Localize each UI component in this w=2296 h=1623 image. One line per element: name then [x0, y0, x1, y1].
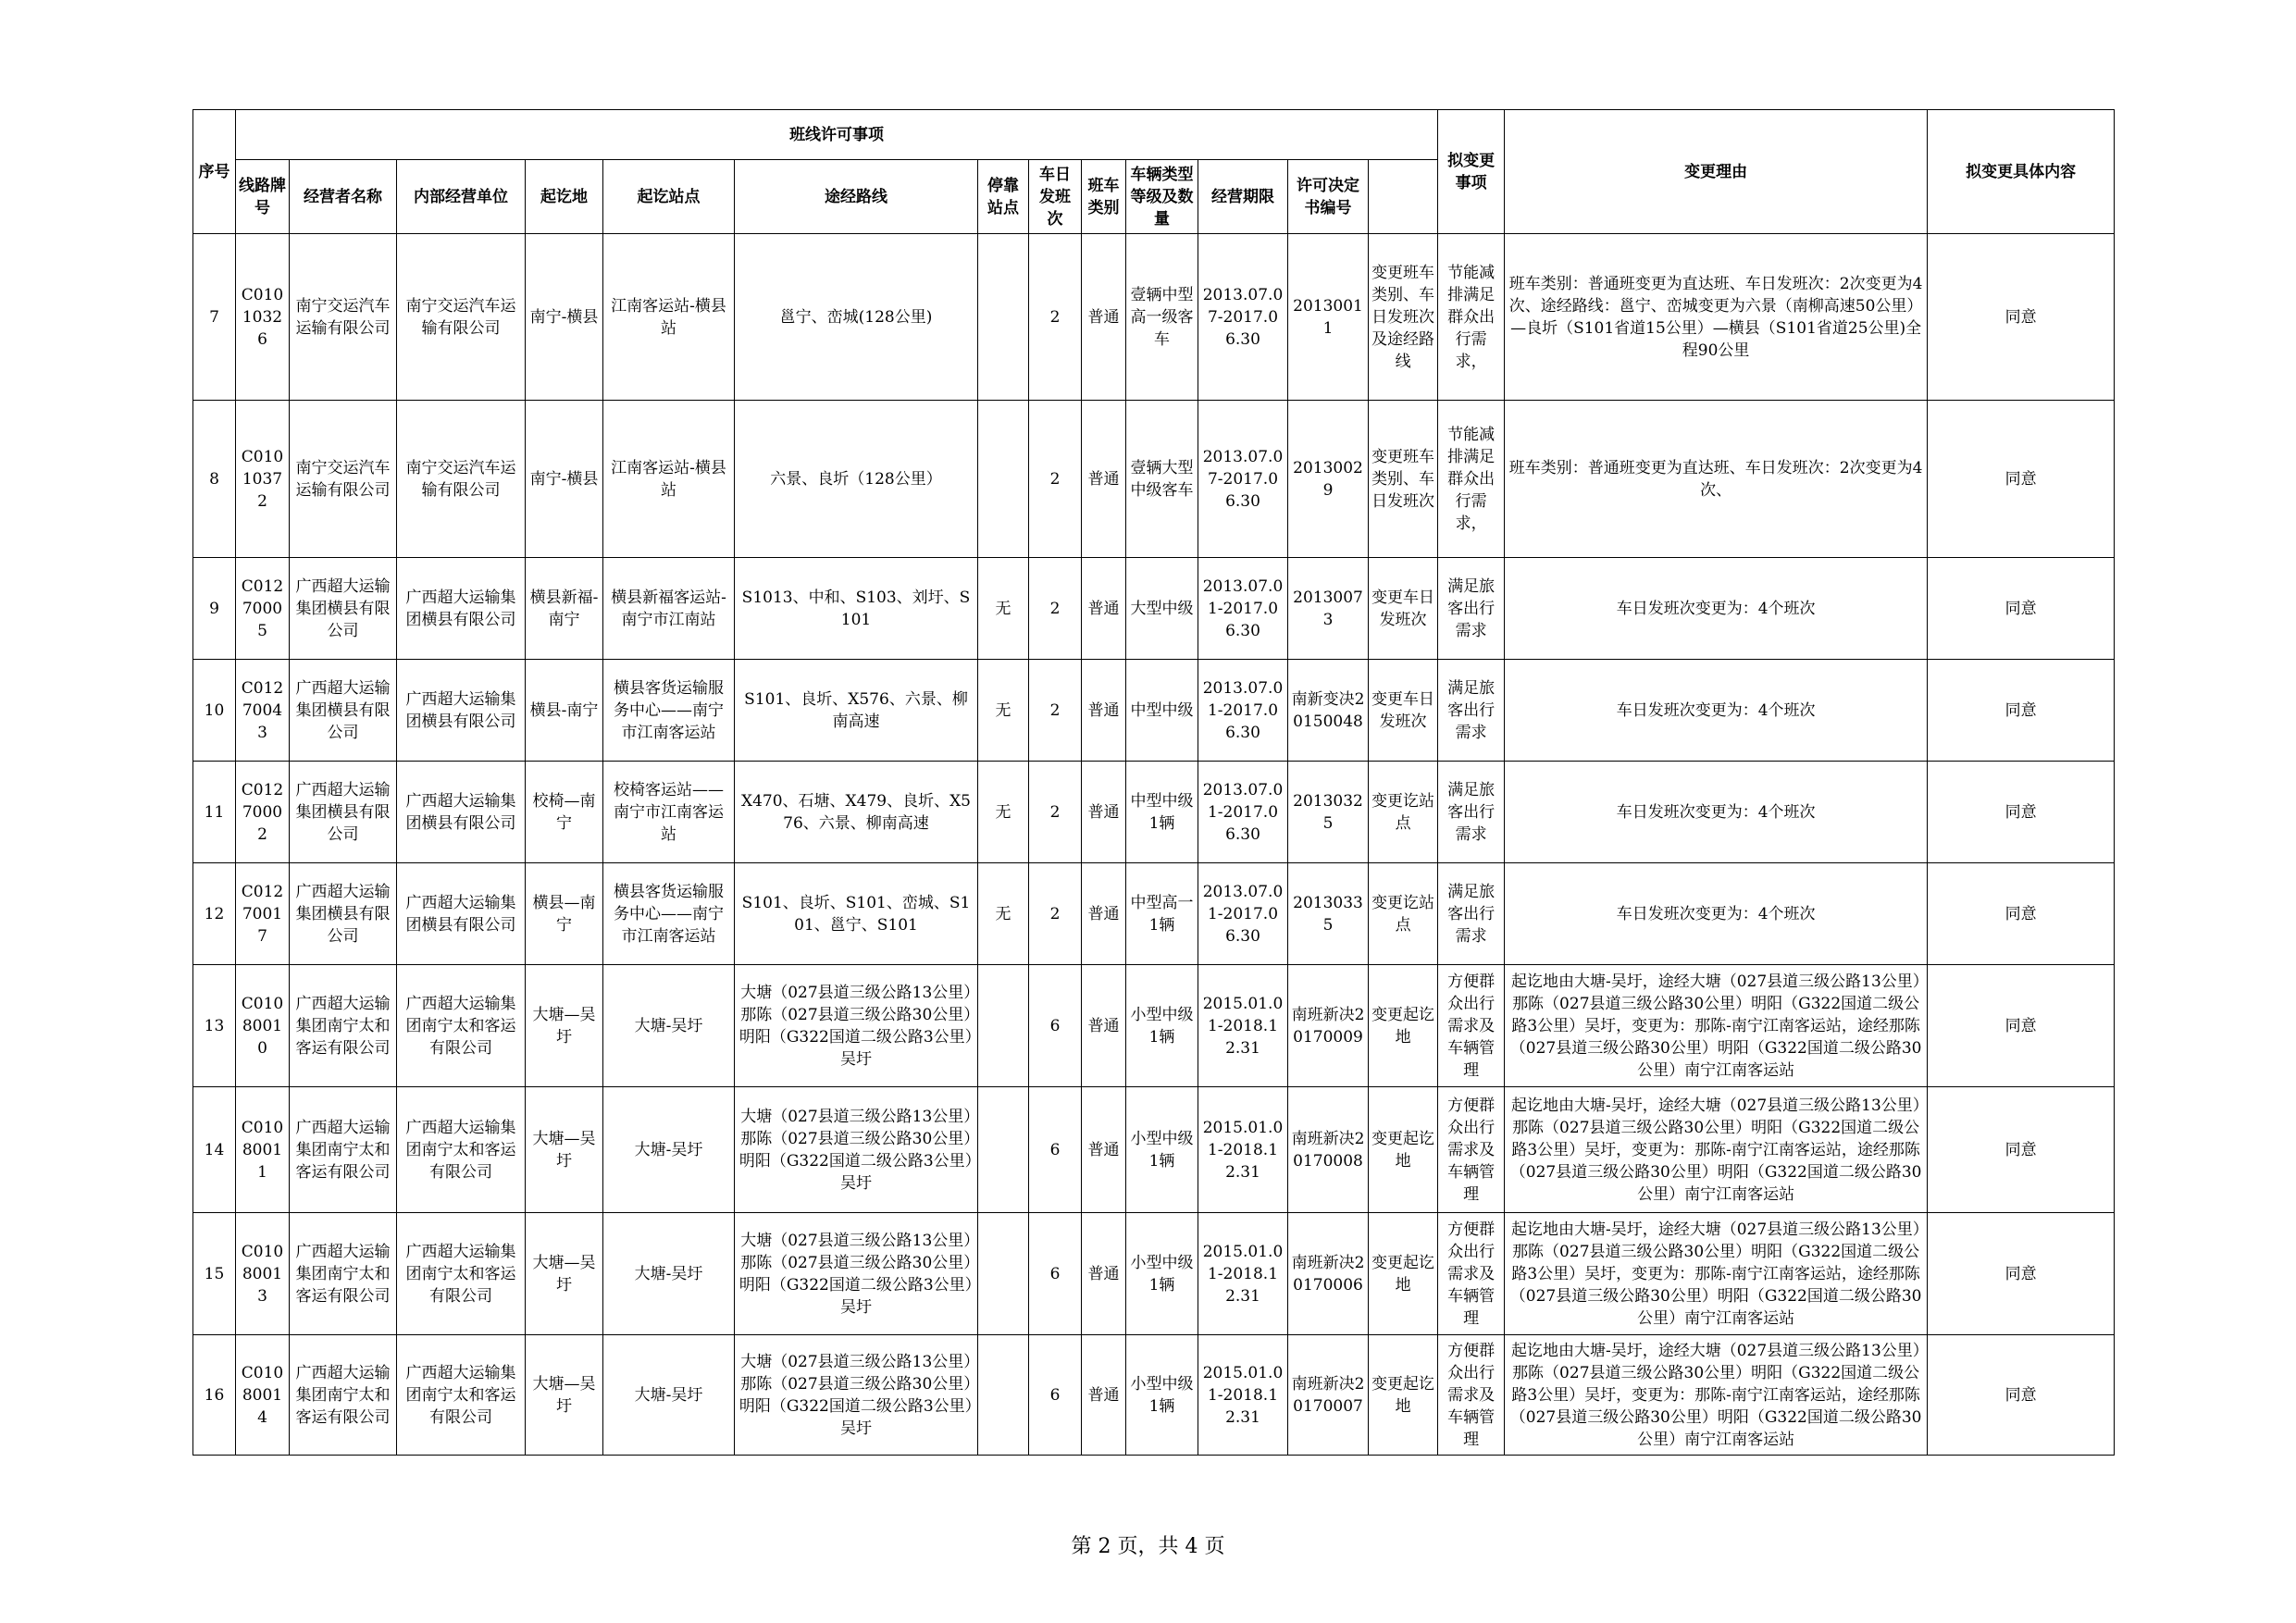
cell-stations: 校椅客运站——南宁市江南客运站 — [603, 762, 735, 863]
cell-line-no: C01080010 — [236, 965, 290, 1087]
header-origin: 起讫地 — [526, 160, 603, 234]
header-seq: 序号 — [193, 110, 236, 234]
cell-route: 大塘（027县道三级公路13公里）那陈（027县道三级公路30公里）明阳（G322国道二级公路3公里）吴圩 — [735, 965, 978, 1087]
cell-reason: 节能减排满足群众出行需求， — [1438, 401, 1505, 558]
cell-operator: 南宁交运汽车运输有限公司 — [290, 401, 397, 558]
cell-permit: 南班新决20170006 — [1288, 1213, 1369, 1335]
cell-seq: 9 — [193, 558, 236, 660]
cell-stations: 横县新福客运站-南宁市江南站 — [603, 558, 735, 660]
cell-origin: 南宁-横县 — [526, 234, 603, 401]
cell-line-no: C01010326 — [236, 234, 290, 401]
cell-stops: 无 — [978, 558, 1029, 660]
cell-origin: 大塘—吴圩 — [526, 1213, 603, 1335]
cell-vehicle: 壹辆中型高一级客车 — [1126, 234, 1198, 401]
cell-trips: 2 — [1029, 401, 1082, 558]
cell-permit: 南班新决20170007 — [1288, 1335, 1369, 1456]
cell-change-item: 变更班车类别、车日发班次及途经路线 — [1369, 234, 1438, 401]
cell-stations: 横县客货运输服务中心——南宁市江南客运站 — [603, 863, 735, 965]
cell-route: 邕宁、峦城(128公里) — [735, 234, 978, 401]
cell-operator: 广西超大运输集团南宁太和客运有限公司 — [290, 1213, 397, 1335]
cell-detail: 起讫地由大塘-吴圩，途经大塘（027县道三级公路13公里）那陈（027县道三级公路30公里）明阳（G322国道二级公路3公里）吴圩，变更为：那陈-南宁江南客运站，途经那陈（027县道三级公路30公里）明阳（G322国道二级公路30公里）南宁江南客运站 — [1505, 1335, 1928, 1456]
table-row — [193, 1087, 2115, 1213]
cell-origin: 横县新福-南宁 — [526, 558, 603, 660]
cell-route: X470、石塘、X479、良圻、X576、六景、柳南高速 — [735, 762, 978, 863]
cell-seq: 7 — [193, 234, 236, 401]
cell-period: 2013.07.07-2017.06.30 — [1198, 401, 1288, 558]
cell-operator: 广西超大运输集团横县有限公司 — [290, 863, 397, 965]
cell-note: 同意 — [1928, 965, 2115, 1087]
cell-detail: 车日发班次变更为：4个班次 — [1505, 660, 1928, 762]
cell-period: 2015.01.01-2018.12.31 — [1198, 965, 1288, 1087]
cell-note: 同意 — [1928, 660, 2115, 762]
cell-reason: 满足旅客出行需求 — [1438, 660, 1505, 762]
cell-vehicle: 小型中级 1辆 — [1126, 1087, 1198, 1213]
header-change-item: 拟变更事项 — [1438, 110, 1505, 234]
cell-operator: 广西超大运输集团南宁太和客运有限公司 — [290, 965, 397, 1087]
cell-change-item: 变更起讫地 — [1369, 1213, 1438, 1335]
cell-vehicle: 小型中级 1辆 — [1126, 1213, 1198, 1335]
cell-class: 普通 — [1082, 1087, 1126, 1213]
cell-note: 同意 — [1928, 1335, 2115, 1456]
cell-seq: 14 — [193, 1087, 236, 1213]
cell-trips: 2 — [1029, 558, 1082, 660]
cell-vehicle: 小型中级 1辆 — [1126, 1335, 1198, 1456]
cell-period: 2015.01.01-2018.12.31 — [1198, 1335, 1288, 1456]
cell-vehicle: 中型高一1辆 — [1126, 863, 1198, 965]
page-number: 第 2 页，共 4 页 — [1071, 1535, 1225, 1558]
cell-change-item: 变更起讫地 — [1369, 1087, 1438, 1213]
header-detail: 拟变更具体内容 — [1928, 110, 2115, 234]
table-row — [193, 234, 2115, 401]
cell-seq: 11 — [193, 762, 236, 863]
cell-change-item: 变更车日发班次 — [1369, 660, 1438, 762]
cell-vehicle: 小型中级 1辆 — [1126, 965, 1198, 1087]
cell-vehicle: 中型中级 — [1126, 660, 1198, 762]
cell-origin: 横县—南宁 — [526, 863, 603, 965]
cell-detail: 起讫地由大塘-吴圩，途经大塘（027县道三级公路13公里）那陈（027县道三级公路30公里）明阳（G322国道二级公路3公里）吴圩，变更为：那陈-南宁江南客运站，途经那陈（027县道三级公路30公里）明阳（G322国道二级公路30公里）南宁江南客运站 — [1505, 1213, 1928, 1335]
cell-trips: 6 — [1029, 965, 1082, 1087]
cell-stops — [978, 234, 1029, 401]
cell-unit: 广西超大运输集团横县有限公司 — [397, 660, 526, 762]
cell-period: 2015.01.01-2018.12.31 — [1198, 1087, 1288, 1213]
cell-detail: 班车类别：普通班变更为直达班、车日发班次：2次变更为4次、途经路线：邕宁、峦城变更为六景（南柳高速50公里）—良圻（S101省道15公里）—横县（S101省道25公里)全程90公里 — [1505, 234, 1928, 401]
cell-line-no: C01270002 — [236, 762, 290, 863]
table-row — [193, 863, 2115, 965]
cell-origin: 大塘—吴圩 — [526, 1335, 603, 1456]
cell-detail: 班车类别：普通班变更为直达班、车日发班次：2次变更为4次、 — [1505, 401, 1928, 558]
cell-change-item: 变更起讫地 — [1369, 965, 1438, 1087]
cell-route: 大塘（027县道三级公路13公里）那陈（027县道三级公路30公里）明阳（G322国道二级公路3公里）吴圩 — [735, 1213, 978, 1335]
cell-trips: 2 — [1029, 863, 1082, 965]
cell-permit: 20130073 — [1288, 558, 1369, 660]
cell-period: 2013.07.01-2017.06.30 — [1198, 762, 1288, 863]
cell-trips: 2 — [1029, 762, 1082, 863]
cell-line-no: C01270017 — [236, 863, 290, 965]
cell-class: 普通 — [1082, 558, 1126, 660]
cell-reason: 方便群众出行需求及车辆管理 — [1438, 1213, 1505, 1335]
cell-trips: 6 — [1029, 1213, 1082, 1335]
cell-change-item: 变更起讫地 — [1369, 1335, 1438, 1456]
cell-unit: 广西超大运输集团南宁太和客运有限公司 — [397, 1335, 526, 1456]
cell-stops — [978, 1087, 1029, 1213]
cell-unit: 广西超大运输集团横县有限公司 — [397, 762, 526, 863]
header-group-permit: 班线许可事项 — [236, 110, 1438, 160]
cell-unit: 南宁交运汽车运输有限公司 — [397, 401, 526, 558]
cell-seq: 10 — [193, 660, 236, 762]
cell-note: 同意 — [1928, 1213, 2115, 1335]
cell-seq: 15 — [193, 1213, 236, 1335]
cell-route: S101、良圻、S101、峦城、S101、邕宁、S101 — [735, 863, 978, 965]
cell-reason: 方便群众出行需求及车辆管理 — [1438, 1335, 1505, 1456]
cell-origin: 大塘—吴圩 — [526, 1087, 603, 1213]
table-row — [193, 401, 2115, 558]
cell-class: 普通 — [1082, 863, 1126, 965]
cell-vehicle: 中型中级1辆 — [1126, 762, 1198, 863]
cell-route: 六景、良圻（128公里） — [735, 401, 978, 558]
cell-note: 同意 — [1928, 863, 2115, 965]
cell-period: 2013.07.01-2017.06.30 — [1198, 558, 1288, 660]
cell-stops: 无 — [978, 762, 1029, 863]
cell-permit: 20130029 — [1288, 401, 1369, 558]
cell-origin: 横县-南宁 — [526, 660, 603, 762]
cell-note: 同意 — [1928, 762, 2115, 863]
cell-route: 大塘（027县道三级公路13公里）那陈（027县道三级公路30公里）明阳（G322国道二级公路3公里）吴圩 — [735, 1087, 978, 1213]
cell-operator: 广西超大运输集团南宁太和客运有限公司 — [290, 1087, 397, 1213]
table-row — [193, 965, 2115, 1087]
cell-seq: 12 — [193, 863, 236, 965]
header-vehicle: 车辆类型等级及数量 — [1126, 160, 1198, 234]
cell-origin: 南宁-横县 — [526, 401, 603, 558]
header-permit: 许可决定书编号 — [1288, 160, 1369, 234]
cell-detail: 起讫地由大塘-吴圩，途经大塘（027县道三级公路13公里）那陈（027县道三级公路30公里）明阳（G322国道二级公路3公里）吴圩，变更为：那陈-南宁江南客运站，途经那陈（027县道三级公路30公里）明阳（G322国道二级公路30公里）南宁江南客运站 — [1505, 965, 1928, 1087]
cell-origin: 大塘—吴圩 — [526, 965, 603, 1087]
cell-reason: 满足旅客出行需求 — [1438, 558, 1505, 660]
cell-reason: 方便群众出行需求及车辆管理 — [1438, 965, 1505, 1087]
cell-operator: 广西超大运输集团横县有限公司 — [290, 660, 397, 762]
cell-stations: 大塘-吴圩 — [603, 1335, 735, 1456]
cell-line-no: C01270043 — [236, 660, 290, 762]
cell-trips: 6 — [1029, 1335, 1082, 1456]
table-row — [193, 1213, 2115, 1335]
header-class: 班车类别 — [1082, 160, 1126, 234]
cell-stops — [978, 1335, 1029, 1456]
cell-unit: 广西超大运输集团横县有限公司 — [397, 558, 526, 660]
header-line-no: 线路牌号 — [236, 160, 290, 234]
cell-period: 2013.07.01-2017.06.30 — [1198, 863, 1288, 965]
cell-period: 2013.07.07-2017.06.30 — [1198, 234, 1288, 401]
cell-class: 普通 — [1082, 401, 1126, 558]
cell-change-item: 变更讫站点 — [1369, 762, 1438, 863]
cell-reason: 满足旅客出行需求 — [1438, 762, 1505, 863]
cell-stops: 无 — [978, 863, 1029, 965]
cell-note: 同意 — [1928, 1087, 2115, 1213]
cell-class: 普通 — [1082, 234, 1126, 401]
table-row — [193, 660, 2115, 762]
cell-permit: 南班新决20170008 — [1288, 1087, 1369, 1213]
cell-vehicle: 大型中级 — [1126, 558, 1198, 660]
cell-origin: 校椅—南宁 — [526, 762, 603, 863]
cell-detail: 起讫地由大塘-吴圩，途经大塘（027县道三级公路13公里）那陈（027县道三级公路30公里）明阳（G322国道二级公路3公里）吴圩，变更为：那陈-南宁江南客运站，途经那陈（027县道三级公路30公里）明阳（G322国道二级公路30公里）南宁江南客运站 — [1505, 1087, 1928, 1213]
cell-change-item: 变更班车类别、车日发班次 — [1369, 401, 1438, 558]
cell-stops — [978, 401, 1029, 558]
cell-stations: 大塘-吴圩 — [603, 1087, 735, 1213]
change-table — [192, 109, 2115, 1456]
cell-reason: 满足旅客出行需求 — [1438, 863, 1505, 965]
table-row — [193, 1335, 2115, 1456]
cell-operator: 广西超大运输集团南宁太和客运有限公司 — [290, 1335, 397, 1456]
cell-stations: 江南客运站-横县站 — [603, 401, 735, 558]
cell-operator: 广西超大运输集团横县有限公司 — [290, 558, 397, 660]
header-operator: 经营者名称 — [290, 160, 397, 234]
cell-change-item: 变更车日发班次 — [1369, 558, 1438, 660]
cell-trips: 2 — [1029, 660, 1082, 762]
cell-class: 普通 — [1082, 1213, 1126, 1335]
cell-unit: 南宁交运汽车运输有限公司 — [397, 234, 526, 401]
cell-route: 大塘（027县道三级公路13公里）那陈（027县道三级公路30公里）明阳（G322国道二级公路3公里）吴圩 — [735, 1335, 978, 1456]
cell-note: 同意 — [1928, 234, 2115, 401]
header-period: 经营期限 — [1198, 160, 1288, 234]
cell-trips: 6 — [1029, 1087, 1082, 1213]
cell-vehicle: 壹辆大型中级客车 — [1126, 401, 1198, 558]
cell-line-no: C01080011 — [236, 1087, 290, 1213]
header-stops: 停靠站点 — [978, 160, 1029, 234]
cell-stations: 横县客货运输服务中心——南宁市江南客运站 — [603, 660, 735, 762]
cell-seq: 13 — [193, 965, 236, 1087]
cell-detail: 车日发班次变更为：4个班次 — [1505, 863, 1928, 965]
cell-line-no: C01010372 — [236, 401, 290, 558]
cell-class: 普通 — [1082, 965, 1126, 1087]
cell-class: 普通 — [1082, 762, 1126, 863]
cell-reason: 节能减排满足群众出行需求， — [1438, 234, 1505, 401]
cell-unit: 广西超大运输集团南宁太和客运有限公司 — [397, 965, 526, 1087]
cell-stops — [978, 965, 1029, 1087]
cell-change-item: 变更讫站点 — [1369, 863, 1438, 965]
cell-permit: 20130335 — [1288, 863, 1369, 965]
cell-period: 2013.07.01-2017.06.30 — [1198, 660, 1288, 762]
table-row — [193, 558, 2115, 660]
cell-line-no: C01080014 — [236, 1335, 290, 1456]
cell-stations: 江南客运站-横县站 — [603, 234, 735, 401]
cell-seq: 16 — [193, 1335, 236, 1456]
cell-stations: 大塘-吴圩 — [603, 1213, 735, 1335]
cell-stops: 无 — [978, 660, 1029, 762]
cell-permit: 20130011 — [1288, 234, 1369, 401]
header-trips: 车日发班次 — [1029, 160, 1082, 234]
table-row — [193, 762, 2115, 863]
header-reason: 变更理由 — [1505, 110, 1928, 234]
cell-permit: 南班新决20170009 — [1288, 965, 1369, 1087]
cell-line-no: C01080013 — [236, 1213, 290, 1335]
header-stations: 起讫站点 — [603, 160, 735, 234]
cell-note: 同意 — [1928, 401, 2115, 558]
cell-seq: 8 — [193, 401, 236, 558]
cell-stops — [978, 1213, 1029, 1335]
cell-note: 同意 — [1928, 558, 2115, 660]
cell-trips: 2 — [1029, 234, 1082, 401]
cell-permit: 南新变决20150048 — [1288, 660, 1369, 762]
cell-line-no: C01270005 — [236, 558, 290, 660]
cell-unit: 广西超大运输集团南宁太和客运有限公司 — [397, 1087, 526, 1213]
cell-detail: 车日发班次变更为：4个班次 — [1505, 558, 1928, 660]
cell-detail: 车日发班次变更为：4个班次 — [1505, 762, 1928, 863]
header-unit: 内部经营单位 — [397, 160, 526, 234]
cell-route: S101、良圻、X576、六景、柳南高速 — [735, 660, 978, 762]
cell-permit: 20130325 — [1288, 762, 1369, 863]
cell-unit: 广西超大运输集团南宁太和客运有限公司 — [397, 1213, 526, 1335]
cell-unit: 广西超大运输集团横县有限公司 — [397, 863, 526, 965]
cell-route: S1013、中和、S103、刘圩、S101 — [735, 558, 978, 660]
header-route: 途经路线 — [735, 160, 978, 234]
cell-operator: 广西超大运输集团横县有限公司 — [290, 762, 397, 863]
cell-period: 2015.01.01-2018.12.31 — [1198, 1213, 1288, 1335]
cell-reason: 方便群众出行需求及车辆管理 — [1438, 1087, 1505, 1213]
cell-class: 普通 — [1082, 660, 1126, 762]
cell-operator: 南宁交运汽车运输有限公司 — [290, 234, 397, 401]
cell-stations: 大塘-吴圩 — [603, 965, 735, 1087]
cell-class: 普通 — [1082, 1335, 1126, 1456]
